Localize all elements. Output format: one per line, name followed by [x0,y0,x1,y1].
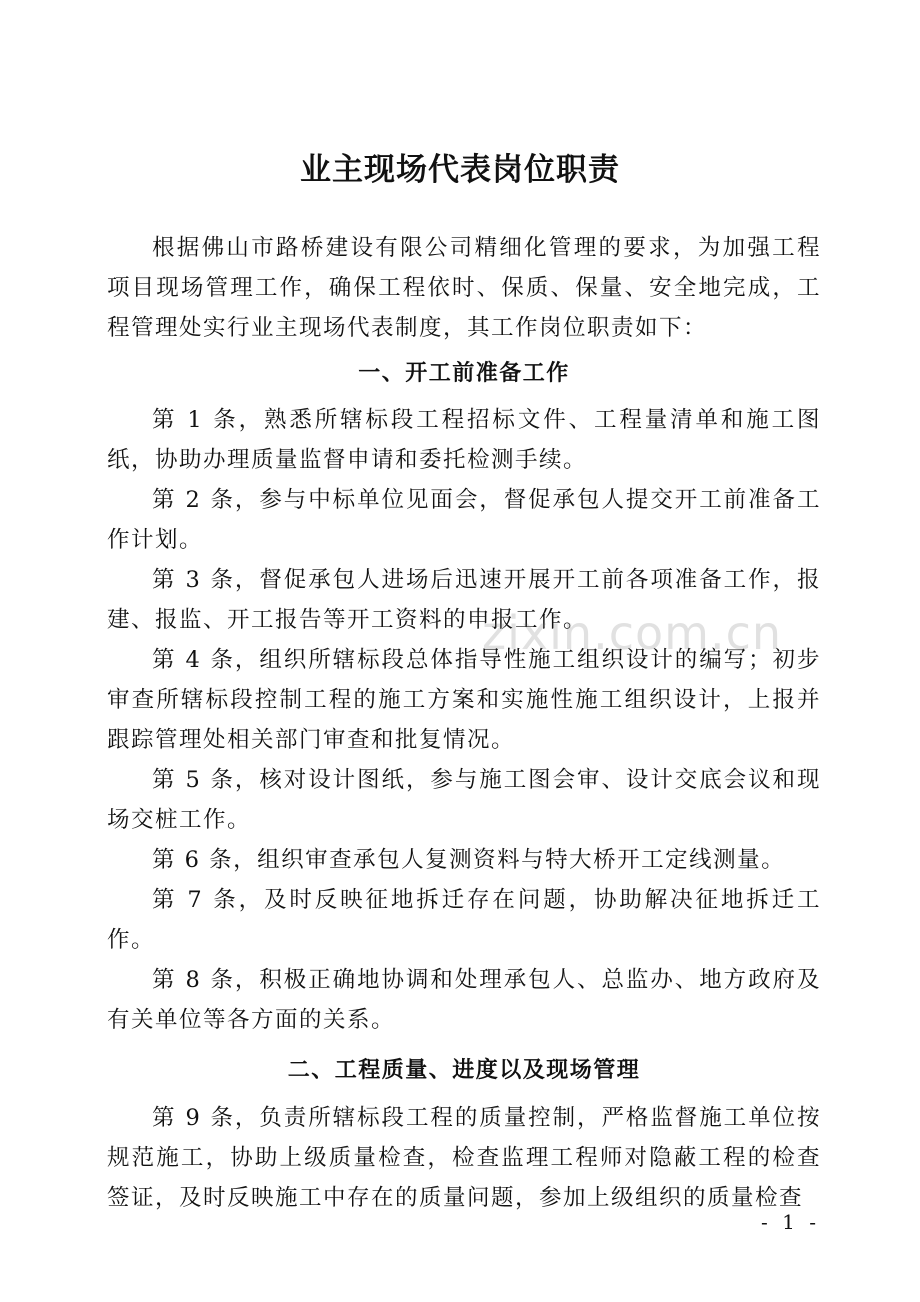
document-body [107,228,821,1218]
page-number: - 1 - [761,1210,820,1234]
article-4: 第 4 条，组织所辖标段总体指导性施工组织设计的编写；初步审查所辖标段控制工程的施工方案和实施性施工组织设计，上报并跟踪管理处相关部门审查和批复情况。 [107,647,821,753]
section-heading-2: 二、工程质量、进度以及现场管理 [287,1058,641,1083]
document-title: 业主现场代表岗位职责 [300,152,620,188]
article-5: 第 5 条，核对设计图纸，参与施工图会审、设计交底会议和现场交桩工作。 [107,767,821,833]
article-7: 第 7 条，及时反映征地拆迁存在问题，协助解决征地拆迁工作。 [107,887,821,953]
article-2: 第 2 条，参与中标单位见面会，督促承包人提交开工前准备工作计划。 [107,487,821,553]
section-heading-1: 一、开工前准备工作 [358,361,570,386]
article-6: 第 6 条，组织审查承包人复测资料与特大桥开工定线测量。 [152,847,786,873]
article-8: 第 8 条，积极正确地协调和处理承包人、总监办、地方政府及有关单位等各方面的关系。 [107,967,821,1033]
article-9: 第 9 条，负责所辖标段工程的质量控制，严格监督施工单位按规范施工，协助上级质量检查，检查监理工程师对隐蔽工程的检查签证，及时反映施工中存在的质量问题，参加上级组织的质量检查 [107,1105,821,1211]
article-1: 第 1 条，熟悉所辖标段工程招标文件、工程量清单和施工图纸，协助办理质量监督申请和委托检测手续。 [107,407,821,473]
watermark: zixin.com.cn [482,606,783,660]
intro-paragraph: 根据佛山市路桥建设有限公司精细化管理的要求，为加强工程项目现场管理工作，确保工程依时、保质、保量、安全地完成，工程管理处实行业主现场代表制度，其工作岗位职责如下： [107,235,821,341]
article-3: 第 3 条，督促承包人进场后迅速开展开工前各项准备工作，报建、报监、开工报告等开工资料的申报工作。 [107,567,821,633]
